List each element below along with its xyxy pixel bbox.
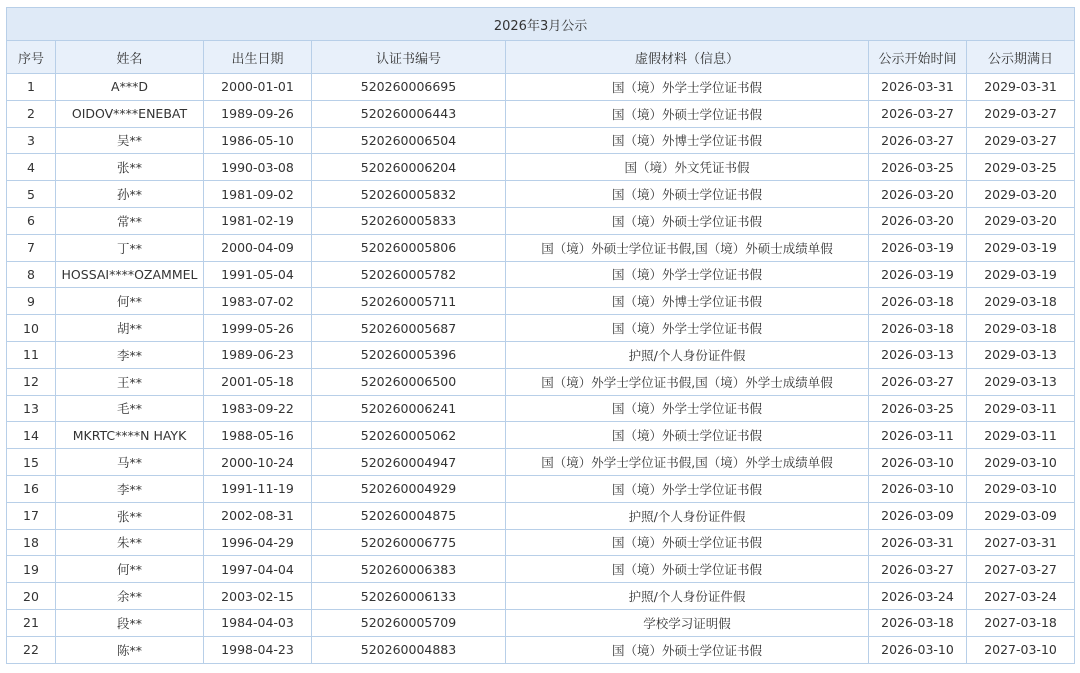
cell-name: 段** xyxy=(56,609,204,636)
cell-birth-date: 1998-04-23 xyxy=(204,636,312,663)
cell-publicity-start: 2026-03-10 xyxy=(869,449,967,476)
cell-publicity-end: 2029-03-19 xyxy=(967,234,1075,261)
cell-birth-date: 1996-04-29 xyxy=(204,529,312,556)
cell-false-material: 护照/个人身份证件假 xyxy=(506,502,869,529)
cell-name: HOSSAI****OZAMMEL xyxy=(56,261,204,288)
table-row xyxy=(7,74,1075,101)
cell-birth-date: 1990-03-08 xyxy=(204,154,312,181)
cell-false-material: 国（境）外学士学位证书假 xyxy=(506,74,869,101)
cell-publicity-start: 2026-03-10 xyxy=(869,475,967,502)
cell-certificate-number: 520260006695 xyxy=(312,74,506,101)
cell-publicity-end: 2029-03-20 xyxy=(967,207,1075,234)
cell-false-material: 国（境）外学士学位证书假 xyxy=(506,475,869,502)
cell-false-material: 护照/个人身份证件假 xyxy=(506,583,869,610)
cell-false-material: 国（境）外硕士学位证书假 xyxy=(506,100,869,127)
cell-index: 1 xyxy=(7,74,56,101)
cell-index: 12 xyxy=(7,368,56,395)
cell-publicity-end: 2029-03-13 xyxy=(967,341,1075,368)
cell-index: 20 xyxy=(7,583,56,610)
cell-publicity-end: 2029-03-10 xyxy=(967,475,1075,502)
cell-publicity-start: 2026-03-25 xyxy=(869,154,967,181)
table-row xyxy=(7,449,1075,476)
cell-publicity-start: 2026-03-25 xyxy=(869,395,967,422)
header-false-material: 虚假材料（信息） xyxy=(506,41,869,74)
cell-publicity-end: 2029-03-18 xyxy=(967,288,1075,315)
cell-name: 王** xyxy=(56,368,204,395)
announcement-table xyxy=(6,7,1075,664)
cell-false-material: 国（境）外硕士学位证书假 xyxy=(506,636,869,663)
table-title: 2026年3月公示 xyxy=(7,8,1075,41)
cell-publicity-end: 2029-03-11 xyxy=(967,395,1075,422)
cell-birth-date: 1983-09-22 xyxy=(204,395,312,422)
cell-birth-date: 1986-05-10 xyxy=(204,127,312,154)
cell-name: 常** xyxy=(56,207,204,234)
cell-false-material: 国（境）外硕士学位证书假 xyxy=(506,556,869,583)
cell-publicity-end: 2029-03-11 xyxy=(967,422,1075,449)
cell-index: 6 xyxy=(7,207,56,234)
cell-name: OIDOV****ENEBAT xyxy=(56,100,204,127)
cell-publicity-start: 2026-03-20 xyxy=(869,181,967,208)
cell-name: 余** xyxy=(56,583,204,610)
cell-publicity-end: 2029-03-18 xyxy=(967,315,1075,342)
table-row xyxy=(7,529,1075,556)
cell-false-material: 国（境）外学士学位证书假,国（境）外学士成绩单假 xyxy=(506,449,869,476)
cell-name: 李** xyxy=(56,475,204,502)
cell-index: 8 xyxy=(7,261,56,288)
cell-index: 18 xyxy=(7,529,56,556)
cell-certificate-number: 520260006775 xyxy=(312,529,506,556)
cell-certificate-number: 520260005782 xyxy=(312,261,506,288)
cell-birth-date: 1991-05-04 xyxy=(204,261,312,288)
cell-index: 13 xyxy=(7,395,56,422)
table-row xyxy=(7,100,1075,127)
cell-false-material: 国（境）外学士学位证书假 xyxy=(506,395,869,422)
cell-certificate-number: 520260006500 xyxy=(312,368,506,395)
cell-index: 3 xyxy=(7,127,56,154)
cell-certificate-number: 520260006133 xyxy=(312,583,506,610)
cell-index: 16 xyxy=(7,475,56,502)
cell-false-material: 国（境）外硕士学位证书假,国（境）外硕士成绩单假 xyxy=(506,234,869,261)
cell-birth-date: 2003-02-15 xyxy=(204,583,312,610)
cell-publicity-end: 2029-03-19 xyxy=(967,261,1075,288)
cell-name: 朱** xyxy=(56,529,204,556)
table-row xyxy=(7,234,1075,261)
header-publicity-end: 公示期满日 xyxy=(967,41,1075,74)
cell-publicity-start: 2026-03-20 xyxy=(869,207,967,234)
announcement-table-container xyxy=(6,7,1074,664)
cell-publicity-start: 2026-03-18 xyxy=(869,609,967,636)
cell-birth-date: 1984-04-03 xyxy=(204,609,312,636)
cell-name: A***D xyxy=(56,74,204,101)
cell-name: 陈** xyxy=(56,636,204,663)
cell-false-material: 国（境）外硕士学位证书假 xyxy=(506,422,869,449)
cell-birth-date: 1989-09-26 xyxy=(204,100,312,127)
cell-certificate-number: 520260004929 xyxy=(312,475,506,502)
cell-certificate-number: 520260004947 xyxy=(312,449,506,476)
cell-publicity-end: 2027-03-27 xyxy=(967,556,1075,583)
cell-index: 9 xyxy=(7,288,56,315)
table-row xyxy=(7,636,1075,663)
header-publicity-start: 公示开始时间 xyxy=(869,41,967,74)
cell-false-material: 国（境）外硕士学位证书假 xyxy=(506,207,869,234)
cell-publicity-end: 2027-03-18 xyxy=(967,609,1075,636)
cell-publicity-start: 2026-03-19 xyxy=(869,234,967,261)
table-row xyxy=(7,341,1075,368)
cell-name: 吴** xyxy=(56,127,204,154)
cell-publicity-start: 2026-03-27 xyxy=(869,127,967,154)
cell-publicity-end: 2029-03-27 xyxy=(967,100,1075,127)
table-row xyxy=(7,315,1075,342)
cell-certificate-number: 520260005806 xyxy=(312,234,506,261)
cell-false-material: 国（境）外硕士学位证书假 xyxy=(506,181,869,208)
cell-birth-date: 1981-02-19 xyxy=(204,207,312,234)
header-index: 序号 xyxy=(7,41,56,74)
cell-birth-date: 1988-05-16 xyxy=(204,422,312,449)
cell-publicity-start: 2026-03-18 xyxy=(869,288,967,315)
cell-publicity-start: 2026-03-10 xyxy=(869,636,967,663)
table-row xyxy=(7,154,1075,181)
cell-publicity-end: 2029-03-25 xyxy=(967,154,1075,181)
header-name: 姓名 xyxy=(56,41,204,74)
cell-false-material: 护照/个人身份证件假 xyxy=(506,341,869,368)
cell-publicity-start: 2026-03-13 xyxy=(869,341,967,368)
cell-index: 14 xyxy=(7,422,56,449)
cell-index: 7 xyxy=(7,234,56,261)
header-certificate-number: 认证书编号 xyxy=(312,41,506,74)
cell-name: 丁** xyxy=(56,234,204,261)
cell-publicity-start: 2026-03-27 xyxy=(869,556,967,583)
cell-name: 马** xyxy=(56,449,204,476)
cell-publicity-end: 2027-03-24 xyxy=(967,583,1075,610)
cell-name: 毛** xyxy=(56,395,204,422)
cell-certificate-number: 520260006443 xyxy=(312,100,506,127)
cell-publicity-end: 2027-03-10 xyxy=(967,636,1075,663)
cell-name: MKRTC****N HAYK xyxy=(56,422,204,449)
cell-index: 17 xyxy=(7,502,56,529)
cell-birth-date: 1983-07-02 xyxy=(204,288,312,315)
cell-publicity-start: 2026-03-31 xyxy=(869,74,967,101)
cell-publicity-end: 2029-03-13 xyxy=(967,368,1075,395)
table-row xyxy=(7,583,1075,610)
cell-publicity-end: 2029-03-20 xyxy=(967,181,1075,208)
cell-certificate-number: 520260006241 xyxy=(312,395,506,422)
cell-index: 5 xyxy=(7,181,56,208)
cell-index: 2 xyxy=(7,100,56,127)
cell-index: 22 xyxy=(7,636,56,663)
cell-name: 张** xyxy=(56,502,204,529)
cell-name: 张** xyxy=(56,154,204,181)
cell-name: 何** xyxy=(56,556,204,583)
cell-birth-date: 1981-09-02 xyxy=(204,181,312,208)
cell-birth-date: 2002-08-31 xyxy=(204,502,312,529)
table-row xyxy=(7,288,1075,315)
cell-name: 孙** xyxy=(56,181,204,208)
cell-false-material: 国（境）外学士学位证书假,国（境）外学士成绩单假 xyxy=(506,368,869,395)
header-birth-date: 出生日期 xyxy=(204,41,312,74)
cell-publicity-start: 2026-03-31 xyxy=(869,529,967,556)
cell-certificate-number: 520260005833 xyxy=(312,207,506,234)
cell-certificate-number: 520260005711 xyxy=(312,288,506,315)
cell-certificate-number: 520260005396 xyxy=(312,341,506,368)
table-row xyxy=(7,475,1075,502)
cell-birth-date: 1989-06-23 xyxy=(204,341,312,368)
cell-false-material: 国（境）外学士学位证书假 xyxy=(506,261,869,288)
table-row xyxy=(7,368,1075,395)
cell-publicity-start: 2026-03-19 xyxy=(869,261,967,288)
cell-false-material: 国（境）外文凭证书假 xyxy=(506,154,869,181)
cell-false-material: 国（境）外硕士学位证书假 xyxy=(506,529,869,556)
cell-false-material: 学校学习证明假 xyxy=(506,609,869,636)
cell-certificate-number: 520260005709 xyxy=(312,609,506,636)
cell-name: 胡** xyxy=(56,315,204,342)
cell-name: 李** xyxy=(56,341,204,368)
cell-index: 21 xyxy=(7,609,56,636)
cell-birth-date: 2001-05-18 xyxy=(204,368,312,395)
cell-certificate-number: 520260005832 xyxy=(312,181,506,208)
cell-publicity-end: 2029-03-10 xyxy=(967,449,1075,476)
cell-false-material: 国（境）外博士学位证书假 xyxy=(506,127,869,154)
cell-index: 15 xyxy=(7,449,56,476)
cell-birth-date: 2000-10-24 xyxy=(204,449,312,476)
cell-publicity-start: 2026-03-27 xyxy=(869,100,967,127)
table-row xyxy=(7,556,1075,583)
cell-birth-date: 1991-11-19 xyxy=(204,475,312,502)
cell-publicity-start: 2026-03-11 xyxy=(869,422,967,449)
table-body xyxy=(7,74,1075,664)
table-row xyxy=(7,207,1075,234)
cell-publicity-end: 2027-03-31 xyxy=(967,529,1075,556)
cell-birth-date: 1997-04-04 xyxy=(204,556,312,583)
table-row xyxy=(7,502,1075,529)
cell-false-material: 国（境）外学士学位证书假 xyxy=(506,315,869,342)
cell-certificate-number: 520260005687 xyxy=(312,315,506,342)
table-row xyxy=(7,127,1075,154)
cell-certificate-number: 520260005062 xyxy=(312,422,506,449)
table-row xyxy=(7,261,1075,288)
cell-certificate-number: 520260004883 xyxy=(312,636,506,663)
cell-publicity-start: 2026-03-09 xyxy=(869,502,967,529)
table-title-row xyxy=(7,8,1075,41)
table-row xyxy=(7,181,1075,208)
cell-publicity-start: 2026-03-27 xyxy=(869,368,967,395)
table-row xyxy=(7,395,1075,422)
cell-publicity-end: 2029-03-09 xyxy=(967,502,1075,529)
cell-certificate-number: 520260006383 xyxy=(312,556,506,583)
cell-publicity-start: 2026-03-18 xyxy=(869,315,967,342)
cell-birth-date: 1999-05-26 xyxy=(204,315,312,342)
table-header-row xyxy=(7,41,1075,74)
table-row xyxy=(7,422,1075,449)
cell-publicity-start: 2026-03-24 xyxy=(869,583,967,610)
table-row xyxy=(7,609,1075,636)
cell-certificate-number: 520260006504 xyxy=(312,127,506,154)
cell-name: 何** xyxy=(56,288,204,315)
cell-certificate-number: 520260004875 xyxy=(312,502,506,529)
cell-birth-date: 2000-01-01 xyxy=(204,74,312,101)
cell-index: 4 xyxy=(7,154,56,181)
cell-publicity-end: 2029-03-31 xyxy=(967,74,1075,101)
cell-certificate-number: 520260006204 xyxy=(312,154,506,181)
cell-publicity-end: 2029-03-27 xyxy=(967,127,1075,154)
cell-false-material: 国（境）外博士学位证书假 xyxy=(506,288,869,315)
cell-index: 10 xyxy=(7,315,56,342)
cell-index: 11 xyxy=(7,341,56,368)
cell-index: 19 xyxy=(7,556,56,583)
cell-birth-date: 2000-04-09 xyxy=(204,234,312,261)
